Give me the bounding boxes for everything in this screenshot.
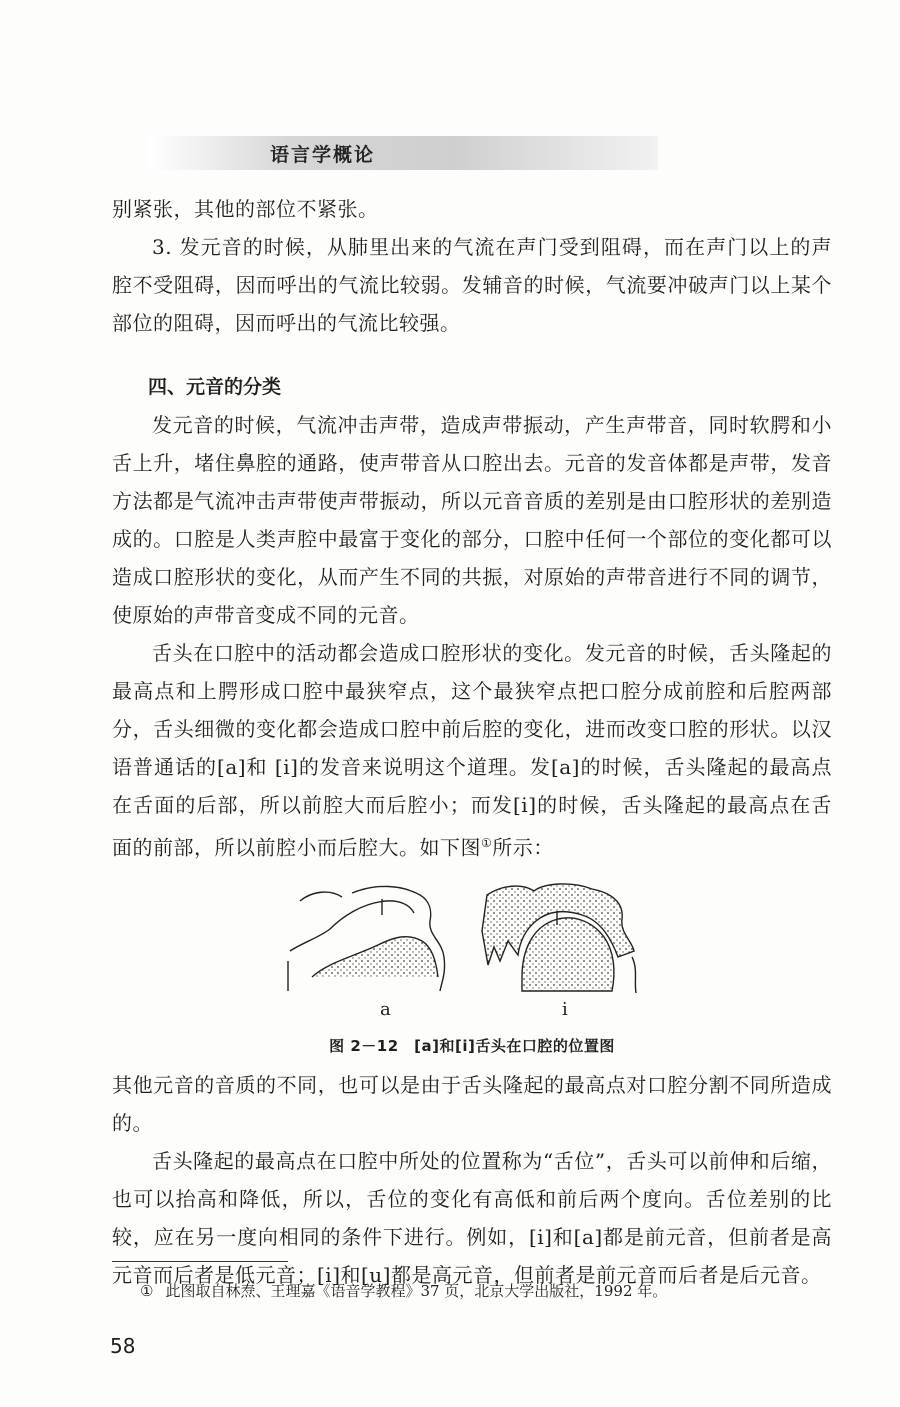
page-number: 58 bbox=[110, 1334, 136, 1358]
paragraph-tongue-activity bbox=[112, 634, 832, 867]
paragraph-other-vowels: 其他元音的音质的不同，也可以是由于舌头隆起的最高点对口腔分割不同所造成的。 bbox=[112, 1072, 832, 1135]
paragraph-tongue-text: 舌头在口腔中的活动都会造成口腔形状的变化。发元音的时候，舌头隆起的最高点和上腭形成口腔中最狭窄点，这个最狭窄点把口腔分成前腔和后腔两部分，舌头细微的变化都会造成口腔中前后腔的变化，进而改变口腔的形状。以汉语普通话的[a]和 [i]的发音来说明这个道理。发[a]的时候，舌头隆起的最高点在舌面的后部，所以前腔大而后腔小；而发[i]的时候，舌头隆起的最高点在舌面的前部，所以前腔小而后腔大。如下图 bbox=[112, 641, 832, 860]
paragraph-continued: 别紧张，其他的部位不紧张。 bbox=[112, 197, 379, 221]
footnote-text: 此图取自林焘、王理嘉《语音学教程》37 页，北京大学出版社，1992 年。 bbox=[165, 1282, 668, 1300]
page-content bbox=[112, 190, 832, 1294]
header-band bbox=[148, 136, 658, 170]
oral-cavity-i-drawing bbox=[482, 884, 636, 993]
footnote-reference[interactable]: ① bbox=[481, 836, 493, 850]
oral-cavity-a-drawing bbox=[288, 886, 445, 991]
footnote-mark: ① bbox=[140, 1282, 154, 1300]
footnote bbox=[140, 1280, 667, 1301]
paragraph-vowel-production: 发元音的时候，气流冲击声带，造成声带振动，产生声带音，同时软腭和小舌上升，堵住鼻腔的通路，使声带音从口腔出去。元音的发音体都是声带，发音方法都是气流冲击声带使声带振动，所以元音音质的差别是由口腔形状的差别造成的。口腔是人类声腔中最富于变化的部分，口腔中任何一个部位的变化都可以造成口腔形状的变化，从而产生不同的共振，对原始的声带音进行不同的调节，使原始的声带音变成不同的元音。 bbox=[112, 413, 832, 627]
figure-label-i: i bbox=[562, 998, 568, 1020]
section-heading: 四、元音的分类 bbox=[148, 376, 282, 398]
paragraph-tongue-position: 舌头隆起的最高点在口腔中所处的位置称为“舌位”，舌头可以前伸和后缩，也可以抬高和降低，所以，舌位的变化有高低和前后两个度向。舌位差别的比较，应在另一度向相同的条件下进行。例如，[i]和[a]都是前元音，但前者是高元音而后者是低元音；[i]和[u]都是高元音，但前者是前元音而后者是后元音。 bbox=[112, 1148, 832, 1287]
footnote-divider bbox=[112, 1261, 288, 1262]
tongue-position-figure bbox=[112, 881, 832, 1031]
figure-drawings bbox=[282, 881, 662, 1001]
paragraph-tongue-tail: 所示： bbox=[492, 835, 554, 860]
running-header-title: 语言学概论 bbox=[270, 144, 376, 166]
paragraph-point-3: 3. 发元音的时候，从肺里出来的气流在声门受到阻碍，而在声门以上的声腔不受阻碍，因而呼出的气流比较弱。发辅音的时候，气流要冲破声门以上某个部位的阻碍，因而呼出的气流比较强。 bbox=[112, 235, 832, 335]
figure-label-a: a bbox=[380, 998, 391, 1020]
figure-caption: 图 2－12 [a]和[i]舌头在口腔的位置图 bbox=[329, 1036, 615, 1055]
